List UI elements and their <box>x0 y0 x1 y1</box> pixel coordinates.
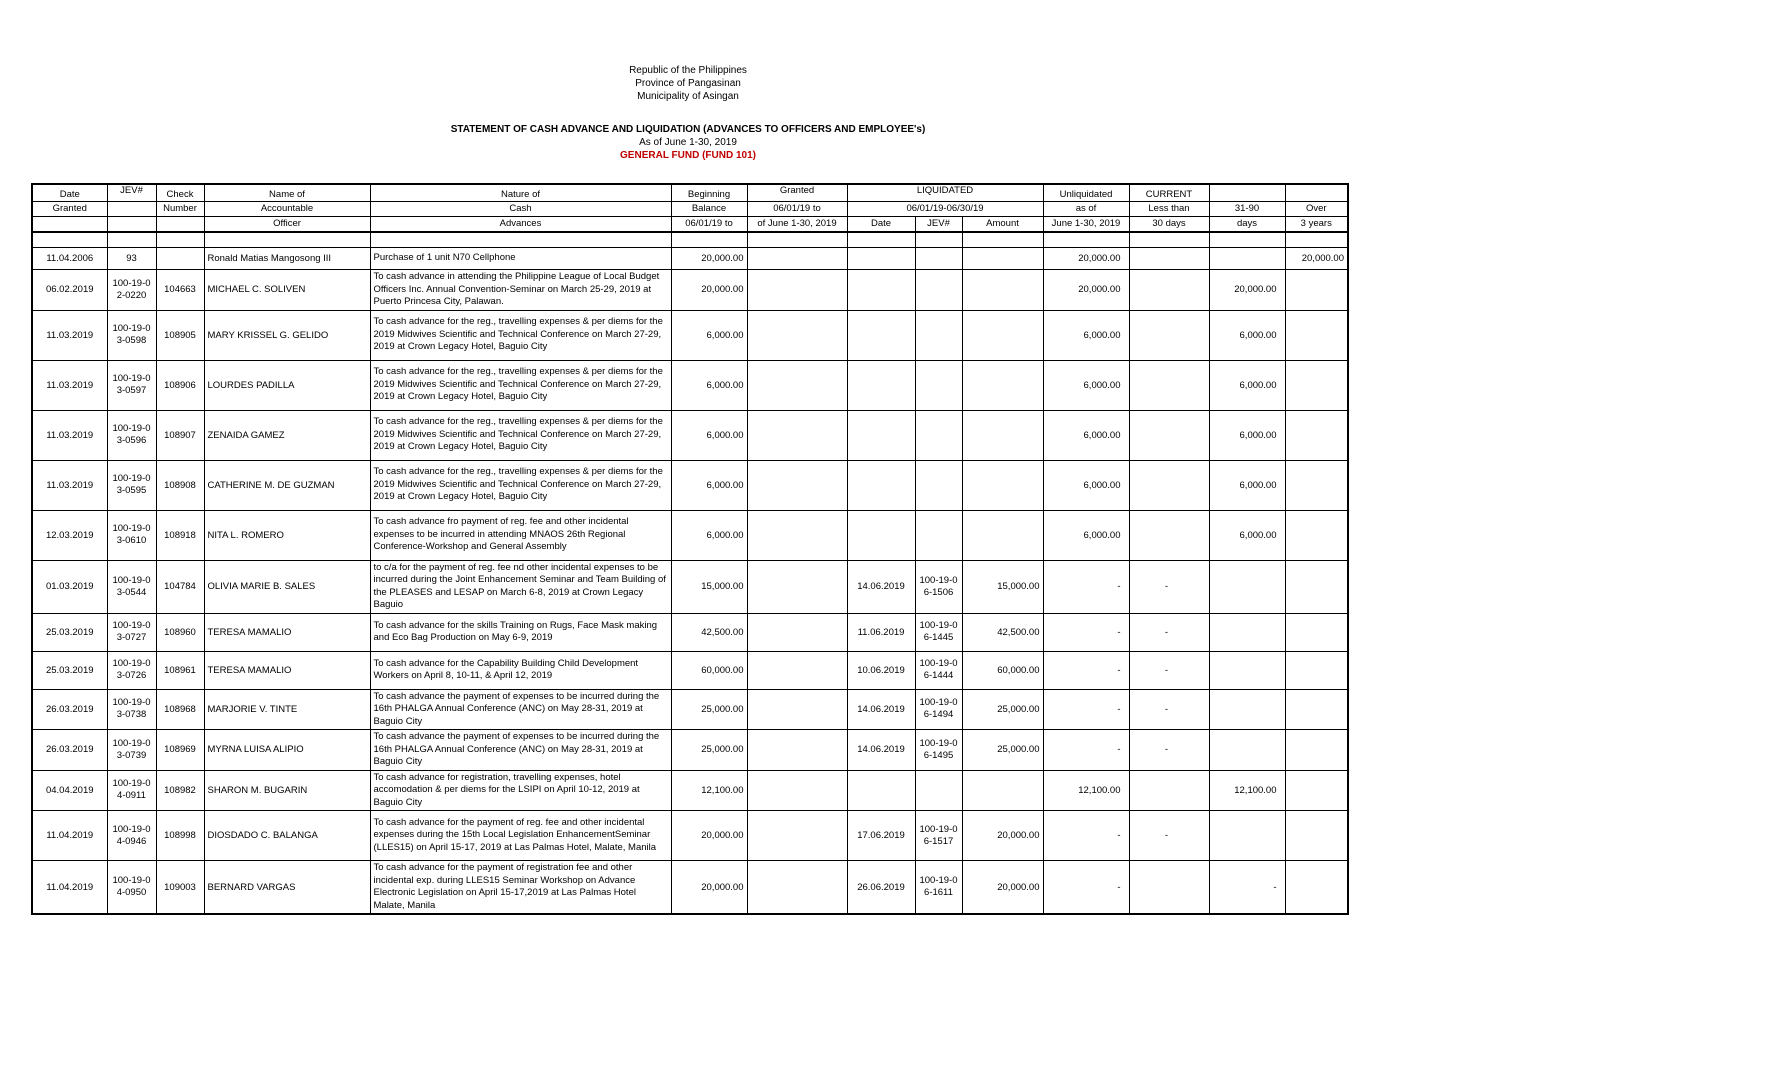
row-liq-jev: 100-19-06-1495 <box>915 730 962 771</box>
row-3190: 6,000.00 <box>1209 310 1285 360</box>
row-liq-jev: 100-19-06-1517 <box>915 811 962 861</box>
row-liq-jev <box>915 360 962 410</box>
row-date: 11.04.2019 <box>32 811 107 861</box>
col-date-h2: Granted <box>32 202 107 217</box>
col-unliquidated-h3: June 1-30, 2019 <box>1043 217 1129 233</box>
row-liq-date: 14.06.2019 <box>847 560 915 613</box>
row-liq-jev <box>915 310 962 360</box>
row-liq-date: 26.06.2019 <box>847 861 915 915</box>
row-3190 <box>1209 560 1285 613</box>
row-liq-date: 17.06.2019 <box>847 811 915 861</box>
col-3190-h3: days <box>1209 217 1285 233</box>
table-row <box>32 651 1348 689</box>
row-date: 11.04.2006 <box>32 248 107 270</box>
col-date-h1: Date <box>32 184 107 202</box>
row-date: 11.04.2019 <box>32 861 107 915</box>
row-unliquidated: - <box>1043 613 1129 651</box>
row-unliquidated: - <box>1043 861 1129 915</box>
row-over <box>1285 360 1348 410</box>
row-date: 01.03.2019 <box>32 560 107 613</box>
table-row <box>32 811 1348 861</box>
row-name: OLIVIA MARIE B. SALES <box>204 560 370 613</box>
col-granted-h2: 06/01/19 to <box>747 202 847 217</box>
row-name: MARY KRISSEL G. GELIDO <box>204 310 370 360</box>
row-granted <box>747 270 847 311</box>
row-current: - <box>1129 560 1209 613</box>
row-over <box>1285 770 1348 811</box>
col-unliquidated-h2: as of <box>1043 202 1129 217</box>
row-beginning: 60,000.00 <box>671 651 747 689</box>
row-beginning: 20,000.00 <box>671 811 747 861</box>
row-date: 04.04.2019 <box>32 770 107 811</box>
col-current-h1: CURRENT <box>1129 184 1209 202</box>
table-row <box>32 730 1348 771</box>
row-name: TERESA MAMALIO <box>204 651 370 689</box>
row-beginning: 6,000.00 <box>671 310 747 360</box>
row-date: 25.03.2019 <box>32 613 107 651</box>
row-3190: - <box>1209 861 1285 915</box>
row-beginning: 15,000.00 <box>671 560 747 613</box>
table-row <box>32 861 1348 915</box>
row-granted <box>747 410 847 460</box>
row-liq-date: 14.06.2019 <box>847 689 915 730</box>
row-over <box>1285 730 1348 771</box>
row-nature: To cash advance for registration, travelling expenses, hotel accomodation & per diems for the LSIPI on April 10-12, 2019 at Baguio City <box>370 770 671 811</box>
row-liq-amount <box>962 310 1043 360</box>
row-liq-jev: 100-19-06-1444 <box>915 651 962 689</box>
col-check-h2: Number <box>156 202 204 217</box>
row-over <box>1285 811 1348 861</box>
row-liq-jev <box>915 770 962 811</box>
row-check: 109003 <box>156 861 204 915</box>
row-granted <box>747 613 847 651</box>
row-jev: 93 <box>107 248 156 270</box>
row-3190: 12,100.00 <box>1209 770 1285 811</box>
row-liq-amount: 25,000.00 <box>962 730 1043 771</box>
row-name: LOURDES PADILLA <box>204 360 370 410</box>
row-nature: To cash advance fro payment of reg. fee and other incidental expenses to be incurred in attending MNAOS 26th Regional Conference-Workshop and General Assembly <box>370 510 671 560</box>
row-granted <box>747 510 847 560</box>
row-check: 108918 <box>156 510 204 560</box>
row-unliquidated: - <box>1043 651 1129 689</box>
row-over <box>1285 651 1348 689</box>
table-row <box>32 689 1348 730</box>
row-beginning: 20,000.00 <box>671 270 747 311</box>
table-row <box>32 410 1348 460</box>
row-nature: To cash advance for the reg., travelling expenses & per diems for the 2019 Midwives Scientific and Technical Conference on March 27-29, 2019 at Crown Legacy Hotel, Baguio City <box>370 360 671 410</box>
row-name: Ronald Matias Mangosong III <box>204 248 370 270</box>
row-jev: 100-19-04-0950 <box>107 861 156 915</box>
row-current: - <box>1129 730 1209 771</box>
row-over <box>1285 270 1348 311</box>
row-liq-date <box>847 360 915 410</box>
row-beginning: 12,100.00 <box>671 770 747 811</box>
row-date: 11.03.2019 <box>32 410 107 460</box>
row-current <box>1129 460 1209 510</box>
row-jev: 100-19-03-0610 <box>107 510 156 560</box>
col-3190-h1 <box>1209 184 1285 202</box>
row-3190 <box>1209 730 1285 771</box>
spacer-cell <box>847 232 915 248</box>
row-liq-amount: 15,000.00 <box>962 560 1043 613</box>
row-date: 26.03.2019 <box>32 730 107 771</box>
row-check <box>156 248 204 270</box>
row-over <box>1285 510 1348 560</box>
table-row <box>32 360 1348 410</box>
col-name-h2: Accountable <box>204 202 370 217</box>
row-check: 108968 <box>156 689 204 730</box>
row-3190 <box>1209 613 1285 651</box>
row-liq-amount <box>962 248 1043 270</box>
col-beginning-h2: Balance <box>671 202 747 217</box>
row-check: 108998 <box>156 811 204 861</box>
table-row <box>32 270 1348 311</box>
row-beginning: 6,000.00 <box>671 460 747 510</box>
row-liq-date <box>847 460 915 510</box>
header-province: Province of Pangasinan <box>635 78 741 89</box>
row-nature: To cash advance in attending the Philippine League of Local Budget Officers Inc. Annual Convention-Seminar on March 25-29, 2019 at Puerto Princesa City, Palawan. <box>370 270 671 311</box>
spacer-cell <box>204 232 370 248</box>
row-current <box>1129 770 1209 811</box>
spacer-cell <box>915 232 962 248</box>
row-nature: To cash advance for the payment of reg. fee and other incidental expenses during the 15th Local Legislation EnhancementSeminar (LLES15) on April 15-17, 2019 at Las Palmas Hotel, Malate, Manila <box>370 811 671 861</box>
row-liq-amount <box>962 460 1043 510</box>
row-check: 108982 <box>156 770 204 811</box>
row-liq-amount <box>962 360 1043 410</box>
row-name: CATHERINE M. DE GUZMAN <box>204 460 370 510</box>
col-liquidated-range: 06/01/19-06/30/19 <box>847 202 1043 217</box>
row-granted <box>747 770 847 811</box>
table-row <box>32 770 1348 811</box>
row-current: - <box>1129 613 1209 651</box>
row-unliquidated: - <box>1043 730 1129 771</box>
table-row <box>32 460 1348 510</box>
row-nature: To cash advance the payment of expenses to be incurred during the 16th PHALGA Annual Conference (ANC) on May 28-31, 2019 at Baguio City <box>370 689 671 730</box>
col-beginning-h1: Beginning <box>671 184 747 202</box>
row-current <box>1129 861 1209 915</box>
row-jev: 100-19-02-0220 <box>107 270 156 311</box>
row-liq-amount <box>962 410 1043 460</box>
row-jev: 100-19-03-0544 <box>107 560 156 613</box>
row-nature: To cash advance for the reg., travelling expenses & per diems for the 2019 Midwives Scientific and Technical Conference on March 27-29, 2019 at Crown Legacy Hotel, Baguio City <box>370 310 671 360</box>
row-granted <box>747 460 847 510</box>
row-liq-jev: 100-19-06-1494 <box>915 689 962 730</box>
row-liq-jev <box>915 270 962 311</box>
col-liq-date: Date <box>847 217 915 233</box>
col-granted-h3: of June 1-30, 2019 <box>747 217 847 233</box>
row-3190 <box>1209 811 1285 861</box>
row-liq-amount: 60,000.00 <box>962 651 1043 689</box>
col-liq-amount: Amount <box>962 217 1043 233</box>
row-granted <box>747 248 847 270</box>
row-3190 <box>1209 651 1285 689</box>
row-beginning: 20,000.00 <box>671 861 747 915</box>
row-over <box>1285 861 1348 915</box>
row-check: 108906 <box>156 360 204 410</box>
table-row <box>32 248 1348 270</box>
row-jev: 100-19-03-0738 <box>107 689 156 730</box>
col-liq-jev: JEV# <box>915 217 962 233</box>
row-3190 <box>1209 248 1285 270</box>
row-liq-date: 10.06.2019 <box>847 651 915 689</box>
row-nature: To cash advance for the reg., travelling expenses & per diems for the 2019 Midwives Scientific and Technical Conference on March 27-29, 2019 at Crown Legacy Hotel, Baguio City <box>370 410 671 460</box>
col-nature-h3: Advances <box>370 217 671 233</box>
row-over: 20,000.00 <box>1285 248 1348 270</box>
row-beginning: 20,000.00 <box>671 248 747 270</box>
row-check: 108907 <box>156 410 204 460</box>
row-name: BERNARD VARGAS <box>204 861 370 915</box>
row-liq-date <box>847 248 915 270</box>
row-liq-amount <box>962 510 1043 560</box>
col-check-h3 <box>156 217 204 233</box>
row-beginning: 25,000.00 <box>671 730 747 771</box>
row-nature: Purchase of 1 unit N70 Cellphone <box>370 248 671 270</box>
col-over-h1 <box>1285 184 1348 202</box>
row-jev: 100-19-03-0597 <box>107 360 156 410</box>
row-over <box>1285 310 1348 360</box>
row-jev: 100-19-04-0946 <box>107 811 156 861</box>
row-current <box>1129 360 1209 410</box>
row-jev: 100-19-03-0596 <box>107 410 156 460</box>
spacer-cell <box>671 232 747 248</box>
row-jev: 100-19-03-0739 <box>107 730 156 771</box>
header-municipality: Municipality of Asingan <box>637 91 739 102</box>
row-name: MARJORIE V. TINTE <box>204 689 370 730</box>
col-granted-h1: Granted <box>747 184 847 202</box>
col-liquidated-h1: LIQUIDATED <box>847 184 1043 202</box>
row-unliquidated: 6,000.00 <box>1043 410 1129 460</box>
col-check-h1: Check <box>156 184 204 202</box>
spacer-cell <box>370 232 671 248</box>
row-date: 25.03.2019 <box>32 651 107 689</box>
row-granted <box>747 360 847 410</box>
row-liq-date <box>847 410 915 460</box>
spacer-cell <box>32 232 107 248</box>
row-liq-amount: 25,000.00 <box>962 689 1043 730</box>
row-3190: 20,000.00 <box>1209 270 1285 311</box>
table-row <box>32 613 1348 651</box>
row-name: SHARON M. BUGARIN <box>204 770 370 811</box>
row-nature: To cash advance the payment of expenses to be incurred during the 16th PHALGA Annual Conference (ANC) on May 28-31, 2019 at Baguio City <box>370 730 671 771</box>
row-over <box>1285 689 1348 730</box>
row-3190: 6,000.00 <box>1209 510 1285 560</box>
row-nature: To cash advance for the reg., travelling expenses & per diems for the 2019 Midwives Scientific and Technical Conference on March 27-29, 2019 at Crown Legacy Hotel, Baguio City <box>370 460 671 510</box>
row-date: 26.03.2019 <box>32 689 107 730</box>
row-date: 12.03.2019 <box>32 510 107 560</box>
row-liq-date: 11.06.2019 <box>847 613 915 651</box>
row-current: - <box>1129 689 1209 730</box>
spacer-cell <box>747 232 847 248</box>
col-unliquidated-h1: Unliquidated <box>1043 184 1129 202</box>
row-liq-jev: 100-19-06-1506 <box>915 560 962 613</box>
row-jev: 100-19-03-0598 <box>107 310 156 360</box>
row-check: 108905 <box>156 310 204 360</box>
row-current <box>1129 248 1209 270</box>
row-name: ZENAIDA GAMEZ <box>204 410 370 460</box>
row-liq-amount: 42,500.00 <box>962 613 1043 651</box>
row-unliquidated: - <box>1043 811 1129 861</box>
row-jev: 100-19-03-0595 <box>107 460 156 510</box>
row-granted <box>747 560 847 613</box>
row-liq-jev <box>915 460 962 510</box>
row-beginning: 25,000.00 <box>671 689 747 730</box>
col-over-h3: 3 years <box>1285 217 1348 233</box>
row-liq-jev <box>915 248 962 270</box>
spacer-cell <box>1285 232 1348 248</box>
row-check: 108960 <box>156 613 204 651</box>
col-date-h3 <box>32 217 107 233</box>
table-row <box>32 560 1348 613</box>
row-liq-jev <box>915 510 962 560</box>
row-check: 108961 <box>156 651 204 689</box>
header-republic: Republic of the Philippines <box>629 65 747 76</box>
row-liq-amount <box>962 770 1043 811</box>
row-current <box>1129 310 1209 360</box>
row-check: 104663 <box>156 270 204 311</box>
row-liq-jev <box>915 410 962 460</box>
row-liq-date: 14.06.2019 <box>847 730 915 771</box>
document-period: As of June 1-30, 2019 <box>639 137 737 148</box>
row-beginning: 42,500.00 <box>671 613 747 651</box>
row-current: - <box>1129 651 1209 689</box>
row-nature: to c/a for the payment of reg. fee nd other incidental expenses to be incurred during the Joint Enhancement Seminar and Team Building of the PLEASES and LESAP on March 6-8, 2019 at Crown Legacy Baguio <box>370 560 671 613</box>
row-nature: To cash advance for the Capability Building Child Development Workers on April 8, 10-11, & April 12, 2019 <box>370 651 671 689</box>
row-beginning: 6,000.00 <box>671 410 747 460</box>
col-current-h3: 30 days <box>1129 217 1209 233</box>
table-row <box>32 510 1348 560</box>
col-name-h3: Officer <box>204 217 370 233</box>
spacer-cell <box>156 232 204 248</box>
row-name: TERESA MAMALIO <box>204 613 370 651</box>
spacer-cell <box>962 232 1043 248</box>
row-liq-date <box>847 270 915 311</box>
row-unliquidated: - <box>1043 560 1129 613</box>
row-unliquidated: 6,000.00 <box>1043 360 1129 410</box>
row-date: 11.03.2019 <box>32 360 107 410</box>
row-nature: To cash advance for the payment of registration fee and other incidental exp. during LLES15 Seminar Workshop on Advance Electronic Legislation on April 15-17,2019 at Las Palmas Hotel Malate, Manila <box>370 861 671 915</box>
row-over <box>1285 460 1348 510</box>
row-check: 108969 <box>156 730 204 771</box>
row-unliquidated: - <box>1043 689 1129 730</box>
row-current <box>1129 270 1209 311</box>
row-granted <box>747 730 847 771</box>
row-jev: 100-19-04-0911 <box>107 770 156 811</box>
row-current <box>1129 510 1209 560</box>
row-name: MYRNA LUISA ALIPIO <box>204 730 370 771</box>
row-check: 108908 <box>156 460 204 510</box>
spacer-cell <box>107 232 156 248</box>
row-granted <box>747 310 847 360</box>
col-current-h2: Less than <box>1129 202 1209 217</box>
row-over <box>1285 410 1348 460</box>
row-beginning: 6,000.00 <box>671 510 747 560</box>
row-date: 11.03.2019 <box>32 460 107 510</box>
row-granted <box>747 651 847 689</box>
row-nature: To cash advance for the skills Training on Rugs, Face Mask making and Eco Bag Production on May 6-9, 2019 <box>370 613 671 651</box>
row-check: 104784 <box>156 560 204 613</box>
row-over <box>1285 613 1348 651</box>
col-name-h1: Name of <box>204 184 370 202</box>
row-beginning: 6,000.00 <box>671 360 747 410</box>
row-unliquidated: 6,000.00 <box>1043 510 1129 560</box>
row-name: NITA L. ROMERO <box>204 510 370 560</box>
document-title: STATEMENT OF CASH ADVANCE AND LIQUIDATION (ADVANCES TO OFFICERS AND EMPLOYEE's) <box>450 124 926 135</box>
col-jev-h2 <box>107 202 156 217</box>
row-3190: 6,000.00 <box>1209 410 1285 460</box>
row-current <box>1129 410 1209 460</box>
spacer-cell <box>1043 232 1129 248</box>
row-current: - <box>1129 811 1209 861</box>
cash-advance-table <box>31 183 1349 915</box>
row-unliquidated: 6,000.00 <box>1043 310 1129 360</box>
row-3190: 6,000.00 <box>1209 460 1285 510</box>
row-liq-date <box>847 770 915 811</box>
row-jev: 100-19-03-0727 <box>107 613 156 651</box>
row-name: MICHAEL C. SOLIVEN <box>204 270 370 311</box>
row-jev: 100-19-03-0726 <box>107 651 156 689</box>
fund-label: GENERAL FUND (FUND 101) <box>620 150 756 161</box>
col-jev-h1: JEV# <box>107 184 156 202</box>
table-row <box>32 310 1348 360</box>
row-unliquidated: 6,000.00 <box>1043 460 1129 510</box>
row-unliquidated: 12,100.00 <box>1043 770 1129 811</box>
row-unliquidated: 20,000.00 <box>1043 248 1129 270</box>
col-jev-h3 <box>107 217 156 233</box>
row-liq-date <box>847 510 915 560</box>
row-name: DIOSDADO C. BALANGA <box>204 811 370 861</box>
col-beginning-h3: 06/01/19 to <box>671 217 747 233</box>
col-over-h2: Over <box>1285 202 1348 217</box>
row-granted <box>747 689 847 730</box>
row-granted <box>747 811 847 861</box>
spacer-cell <box>1129 232 1209 248</box>
row-liq-date <box>847 310 915 360</box>
row-3190 <box>1209 689 1285 730</box>
row-liq-jev: 100-19-06-1445 <box>915 613 962 651</box>
row-liq-amount: 20,000.00 <box>962 811 1043 861</box>
row-liq-jev: 100-19-06-1611 <box>915 861 962 915</box>
col-nature-h2: Cash <box>370 202 671 217</box>
col-nature-h1: Nature of <box>370 184 671 202</box>
row-liq-amount: 20,000.00 <box>962 861 1043 915</box>
row-date: 06.02.2019 <box>32 270 107 311</box>
row-over <box>1285 560 1348 613</box>
row-liq-amount <box>962 270 1043 311</box>
row-unliquidated: 20,000.00 <box>1043 270 1129 311</box>
row-granted <box>747 861 847 915</box>
col-3190-h2: 31-90 <box>1209 202 1285 217</box>
row-3190: 6,000.00 <box>1209 360 1285 410</box>
spacer-cell <box>1209 232 1285 248</box>
row-date: 11.03.2019 <box>32 310 107 360</box>
